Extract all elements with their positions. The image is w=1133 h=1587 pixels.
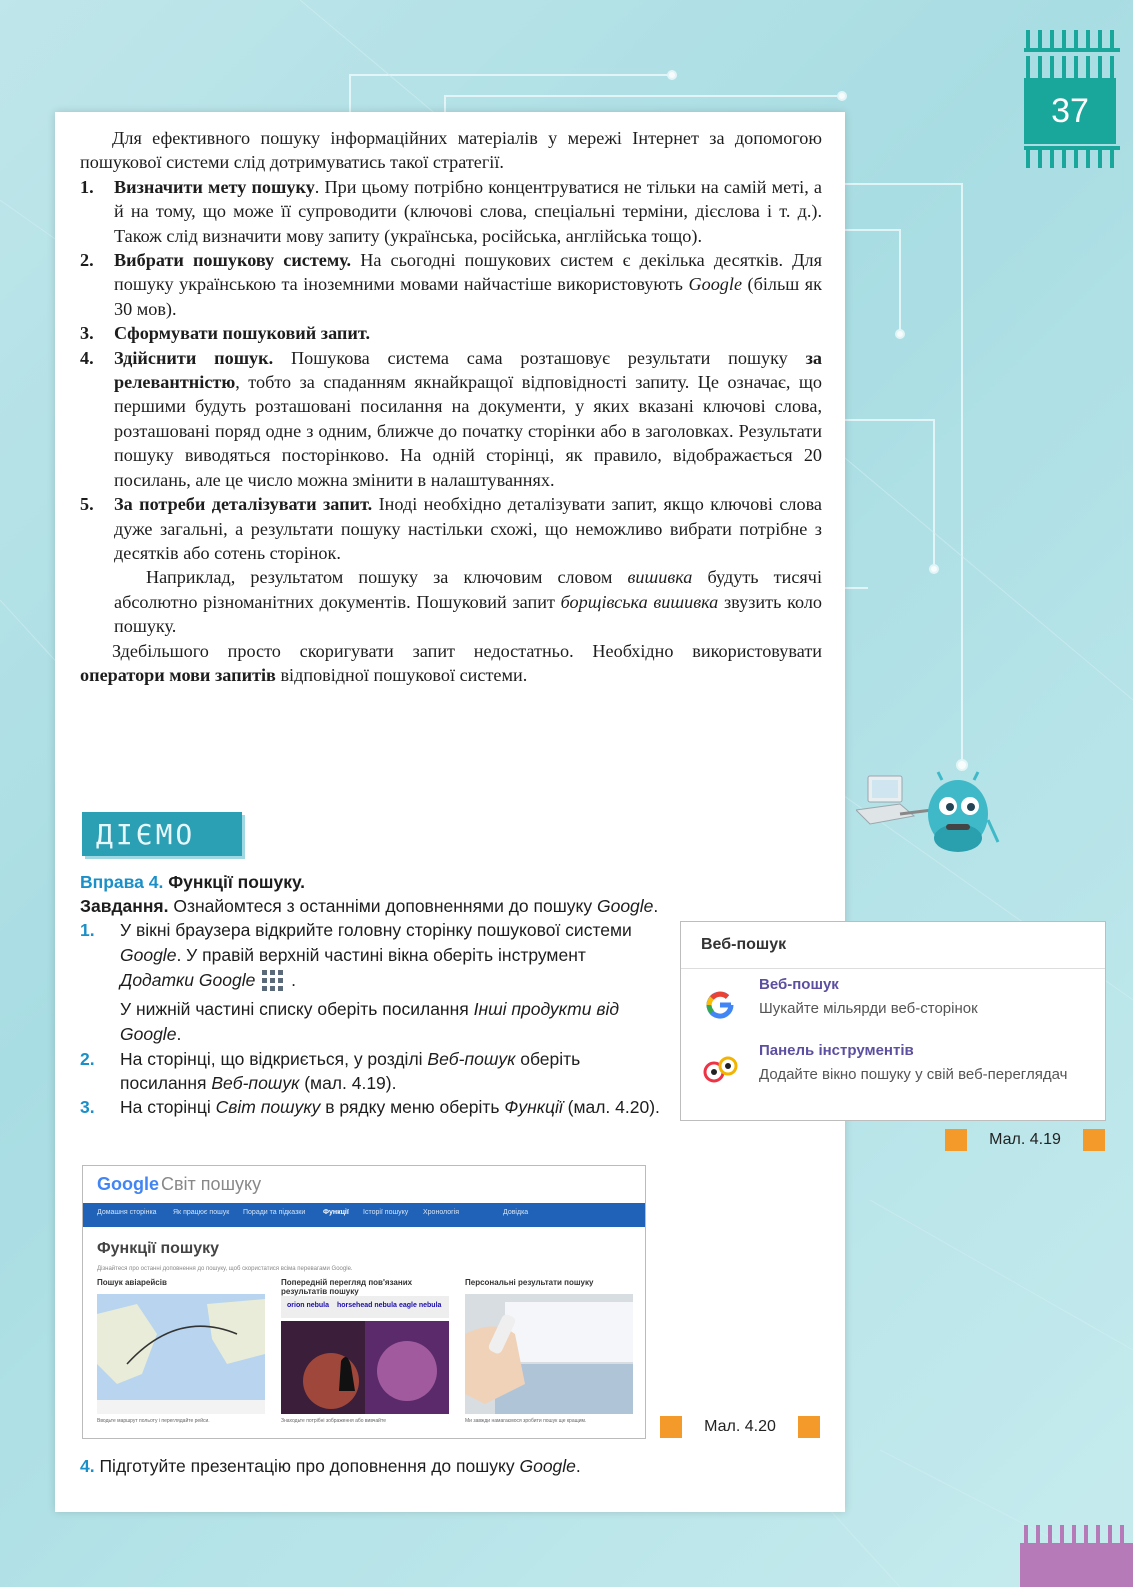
column-title: Пошук авіарейсів xyxy=(97,1278,167,1287)
figure-4-19-web-search-panel xyxy=(680,921,1106,1121)
divider xyxy=(681,968,1105,969)
site-nav-bar xyxy=(83,1203,645,1227)
column-title: Персональні результати пошуку xyxy=(465,1278,594,1287)
step-4: 4. Підготуйте презентацію про доповнення до пошуку Google. xyxy=(80,1456,581,1476)
page-tab-comb-bottom xyxy=(1024,146,1120,168)
main-text xyxy=(80,126,822,687)
nebula-image-thumbnail xyxy=(281,1321,449,1414)
web-search-desc: Шукайте мільярди веб-сторінок xyxy=(759,1000,978,1017)
nav-item[interactable]: Історії пошуку xyxy=(363,1209,409,1216)
page-subtitle: Дізнайтеся про останні доповнення до пошуку, щоб скористатися всіма перевагами Google. xyxy=(97,1266,353,1272)
personal-results-thumbnail xyxy=(465,1294,633,1414)
figure-4-20-search-features-page xyxy=(82,1165,646,1439)
nav-item[interactable]: Хронологія xyxy=(423,1209,460,1216)
step-3: 3. На сторінці Світ пошуку в рядку меню оберіть Функції (мал. 4.20). xyxy=(80,1097,660,1118)
list-item: 1. Визначити мету пошуку. При цьому потрібно концентруватися не тільки на самій меті, а й на тому, що може її супроводити (ключові слова, спеціальні терміни, дієслова і т. д.). Також слід визначити мову запиту (українська, російська, англійська тощо). xyxy=(80,176,822,246)
list-item: 3. Сформувати пошуковий запит. xyxy=(80,323,370,344)
toolbar-icon xyxy=(701,1054,741,1084)
caption-marker xyxy=(945,1129,967,1151)
caption-marker xyxy=(798,1416,820,1438)
exercise-steps xyxy=(80,918,660,1119)
list-item: 2. Вибрати пошукову систему. На сьогодні пошукових систем є декілька десятків. Для пошуку українською та іноземними мовами найчастіше використовують Google (більш як 30 мов). xyxy=(80,250,822,319)
column-desc: Ми завжди намагаємося зробити пошук ще кращим. xyxy=(465,1418,587,1424)
related-searches-bar: orion nebula horsehead nebula eagle nebula xyxy=(281,1296,449,1318)
toolbar-desc: Додайте вікно пошуку у свій веб-переглядач xyxy=(759,1066,1068,1083)
intro-paragraph: Для ефективного пошуку інформаційних матеріалів у мережі Інтернет за допомогою пошукової системи слід дотримуватись такої стратегії. xyxy=(80,128,822,173)
caption-marker xyxy=(1083,1129,1105,1151)
figure-4-20-caption: Мал. 4.20 xyxy=(660,1416,820,1438)
nav-item-functions[interactable]: Функції xyxy=(323,1209,349,1216)
page-corner-comb xyxy=(1020,1525,1133,1587)
list-item: 4. Здійснити пошук. Пошукова система сама розташовує результати пошуку за релевантністю, тобто за спаданням якнайкращої відповідності запиту. Це означає, що першими будуть розташовані посилання на документи, у яких вказані ключові слова, розташовані поряд одне з одним, ближче до початку сторінки або в заголовках. Результати пошуку виводяться посторінково. На одній сторінці, як правило, відображається 20 посилань, але це число можна змінити в налаштуваннях. xyxy=(80,347,822,490)
nav-item[interactable]: Як працює пошук xyxy=(173,1209,230,1216)
list-item: 5. За потреби деталізувати запит. Іноді необхідно деталізувати запит, якщо ключові слова дуже загальні, а результати пошуку настільки схожі, що неможливо вибрати потрібне з десятків або сотень сторінок. xyxy=(80,494,823,563)
nav-item[interactable]: Поради та підказки xyxy=(243,1209,306,1216)
caption-marker xyxy=(660,1416,682,1438)
page-number: 37 xyxy=(1024,78,1116,144)
step-1-continuation: У нижній частині списку оберіть посилання Інші продукти від Google. xyxy=(120,999,620,1045)
example-paragraph: Наприклад, результатом пошуку за ключовим словом вишивка будуть тисячі абсолютно різноманітних документів. Пошуковий запит борщівська вишивка звузить коло пошуку. xyxy=(114,567,823,637)
figure-4-19-caption: Мал. 4.19 xyxy=(945,1129,1105,1151)
web-search-link[interactable]: Веб-пошук xyxy=(759,976,839,993)
flight-map-thumbnail xyxy=(97,1294,265,1414)
section-badge: ДІЄМО xyxy=(82,812,242,856)
page-tab-comb-mid xyxy=(1024,56,1120,78)
step-2: 2. На сторінці, що відкриється, у розділі Веб-пошук оберіть посилання Веб-пошук (мал. 4.19). xyxy=(80,1049,581,1094)
page-tab-comb-top xyxy=(1024,30,1120,52)
google-logo: Google Світ пошуку xyxy=(97,1174,262,1194)
apps-grid-icon xyxy=(260,969,286,993)
exercise-title: Вправа 4. Функції пошуку. xyxy=(80,872,306,892)
closing-paragraph: Здебільшого просто скоригувати запит недостатньо. Необхідно використовувати оператори мови запитів відповідної пошукової системи. xyxy=(80,640,822,685)
nav-item[interactable]: Домашня сторінка xyxy=(97,1209,157,1216)
toolbar-link[interactable]: Панель інструментів xyxy=(759,1042,914,1059)
column-desc: Вводьте маршрут польоту і переглядайте рейси. xyxy=(97,1418,210,1424)
robot-mascot-illustration xyxy=(856,770,1006,865)
nav-item[interactable]: Довідка xyxy=(503,1209,529,1216)
column-desc: Знаходьте потрібні зображення або вивчайте xyxy=(281,1418,386,1424)
column-title: Попередній перегляд пов'язаних результатів пошуку xyxy=(281,1278,413,1296)
task-line: Завдання. Ознайомтеся з останніми доповненнями до пошуку Google. xyxy=(80,896,659,916)
step-1: 1. У вікні браузера відкрийте головну сторінку пошукової системи Google. У правій верхній частині вікна оберіть інструмент Додатки Google . У нижній частині списку оберіть посилання Інші продукти від Google. xyxy=(80,918,660,1047)
panel-header: Веб-пошук xyxy=(701,936,787,953)
page-heading: Функції пошуку xyxy=(97,1240,220,1257)
google-g-icon xyxy=(703,988,737,1022)
